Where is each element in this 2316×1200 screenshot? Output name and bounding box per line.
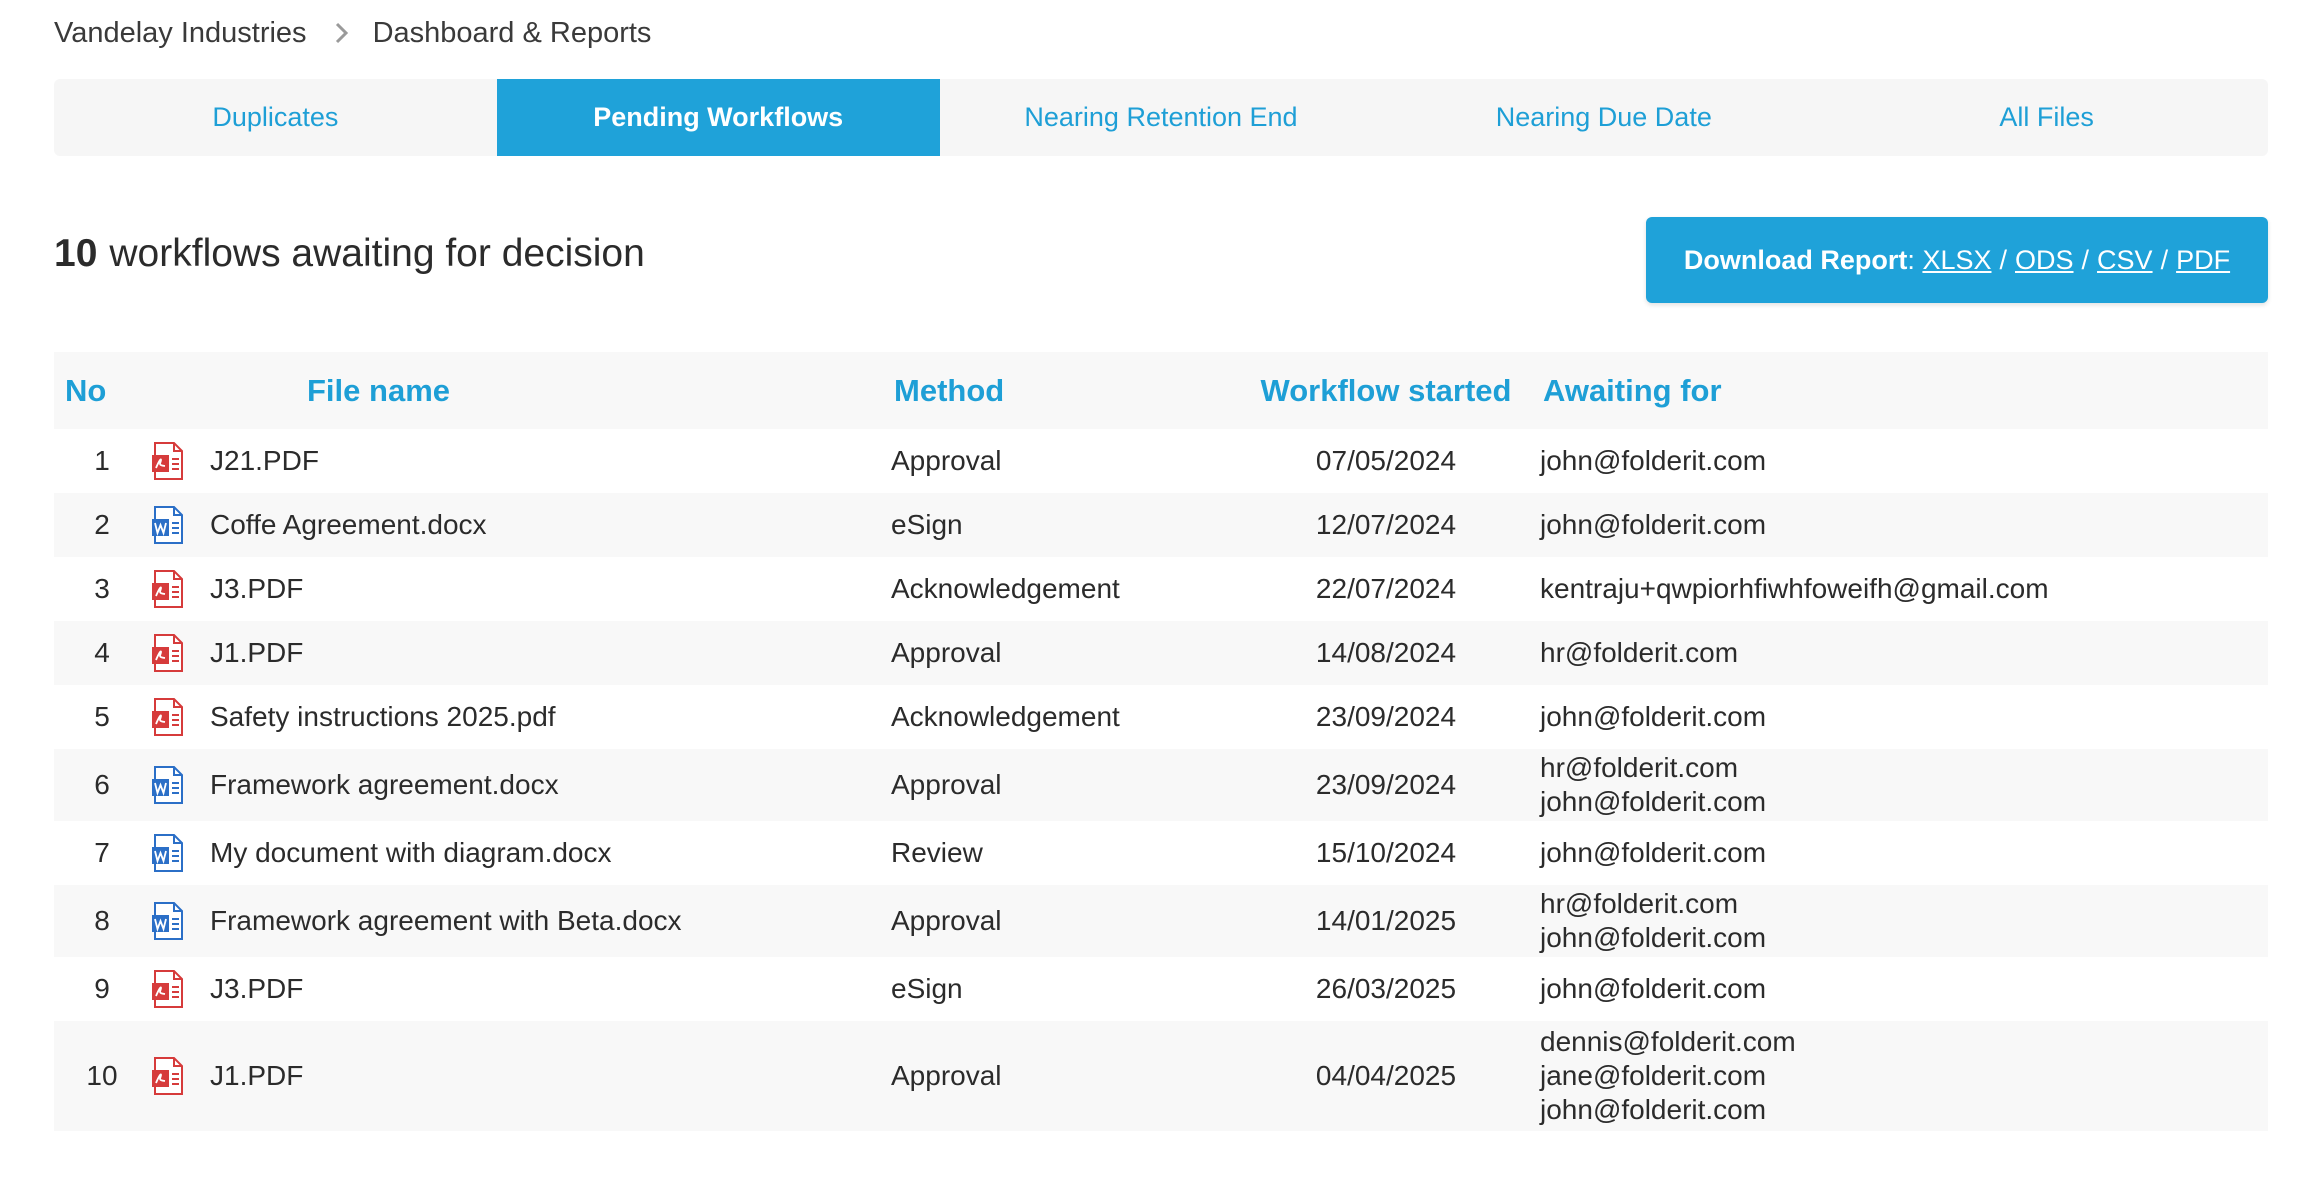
header-file-name-label: File name xyxy=(307,372,450,408)
table-body xyxy=(54,429,2268,1131)
workflow-started-date: 23/09/2024 xyxy=(1315,701,1457,732)
file-name[interactable]: Safety instructions 2025.pdf xyxy=(210,701,556,732)
download-report-panel xyxy=(1646,217,2268,303)
awaiting-for xyxy=(1536,572,2268,606)
awaiting-for xyxy=(1536,636,2268,670)
header-method[interactable]: Method xyxy=(894,372,1005,408)
row-number: 10 xyxy=(86,1060,118,1091)
workflow-started-date: 04/04/2025 xyxy=(1315,1060,1457,1091)
awaiting-for xyxy=(1536,444,2268,478)
row-number: 4 xyxy=(94,637,110,668)
file-name[interactable]: Coffe Agreement.docx xyxy=(210,509,487,540)
summary-text: workflows awaiting for decision xyxy=(109,232,645,275)
header-workflow-started[interactable]: Workflow started xyxy=(1260,372,1512,408)
table-row[interactable] xyxy=(54,1021,2268,1131)
tab-duplicates[interactable]: Duplicates xyxy=(212,102,339,132)
awaiting-email: hr@folderit.com xyxy=(1540,637,1739,668)
file-name[interactable]: J21.PDF xyxy=(210,445,319,476)
workflow-started-date: 14/08/2024 xyxy=(1315,637,1457,668)
workflow-method: Approval xyxy=(891,445,1002,476)
row-number: 8 xyxy=(94,905,110,936)
row-number: 7 xyxy=(94,837,110,868)
word-icon xyxy=(150,901,206,941)
awaiting-for xyxy=(1536,972,2268,1006)
breadcrumb xyxy=(54,10,651,56)
download-colon: : xyxy=(1907,244,1915,275)
tab-nearing-retention-end[interactable]: Nearing Retention End xyxy=(1024,102,1298,132)
tab-all-files[interactable]: All Files xyxy=(1999,102,2094,132)
awaiting-for xyxy=(1536,836,2268,870)
pdf-icon xyxy=(150,1056,206,1096)
awaiting-email: john@folderit.com xyxy=(1540,837,1767,868)
awaiting-email: john@folderit.com xyxy=(1540,701,1767,732)
word-icon xyxy=(150,833,206,873)
format-separator: / xyxy=(2160,244,2169,275)
workflow-started-date: 26/03/2025 xyxy=(1315,973,1457,1004)
table-row[interactable] xyxy=(54,621,2268,685)
row-number: 9 xyxy=(94,973,110,1004)
file-name[interactable]: My document with diagram.docx xyxy=(210,837,612,868)
download-ods-link[interactable]: ODS xyxy=(2015,244,2074,275)
awaiting-for xyxy=(1536,700,2268,734)
workflow-started-date: 07/05/2024 xyxy=(1315,445,1457,476)
download-xlsx-link[interactable]: XLSX xyxy=(1922,244,1992,275)
workflow-method: Acknowledgement xyxy=(891,573,1120,604)
workflow-started-date: 15/10/2024 xyxy=(1315,837,1457,868)
word-icon xyxy=(150,505,206,545)
word-icon xyxy=(150,765,206,805)
pdf-icon xyxy=(150,633,206,673)
table-header xyxy=(54,352,2268,429)
workflow-method: eSign xyxy=(891,509,963,540)
header-awaiting-for[interactable]: Awaiting for xyxy=(1543,372,1722,408)
awaiting-email: john@folderit.com xyxy=(1540,786,1767,817)
workflow-started-date: 23/09/2024 xyxy=(1315,769,1457,800)
workflow-method: Approval xyxy=(891,769,1002,800)
file-name[interactable]: J3.PDF xyxy=(210,573,304,604)
file-name[interactable]: J1.PDF xyxy=(210,637,304,668)
row-number: 6 xyxy=(94,769,110,800)
file-name[interactable]: J3.PDF xyxy=(210,973,304,1004)
workflow-method: Approval xyxy=(891,1060,1002,1091)
pdf-icon xyxy=(150,569,206,609)
row-number: 3 xyxy=(94,573,110,604)
awaiting-for xyxy=(1536,1025,2268,1127)
breadcrumb-page: Dashboard & Reports xyxy=(372,16,652,49)
summary-heading xyxy=(54,232,645,276)
file-name[interactable]: Framework agreement with Beta.docx xyxy=(210,905,682,936)
header-file-name[interactable] xyxy=(150,373,891,409)
workflow-method: Review xyxy=(891,837,983,868)
chevron-right-icon xyxy=(333,19,351,47)
awaiting-email: dennis@folderit.com xyxy=(1540,1026,1796,1057)
table-row[interactable] xyxy=(54,493,2268,557)
workflow-method: Approval xyxy=(891,637,1002,668)
pdf-icon xyxy=(150,969,206,1009)
awaiting-email: kentraju+qwpiorhfiwhfoweifh@gmail.com xyxy=(1540,573,2049,604)
awaiting-email: john@folderit.com xyxy=(1540,973,1767,1004)
tab-pending-workflows[interactable]: Pending Workflows xyxy=(497,79,940,156)
table-row[interactable] xyxy=(54,429,2268,493)
awaiting-for xyxy=(1536,508,2268,542)
awaiting-email: hr@folderit.com xyxy=(1540,888,1739,919)
table-row[interactable] xyxy=(54,685,2268,749)
download-report-label: Download Report xyxy=(1683,244,1908,275)
awaiting-email: jane@folderit.com xyxy=(1540,1060,1767,1091)
row-number: 1 xyxy=(94,445,110,476)
file-name[interactable]: J1.PDF xyxy=(210,1060,304,1091)
workflow-method: eSign xyxy=(891,973,963,1004)
report-tabs xyxy=(54,79,2268,156)
file-name[interactable]: Framework agreement.docx xyxy=(210,769,559,800)
download-pdf-link[interactable]: PDF xyxy=(2176,244,2231,275)
table-row[interactable] xyxy=(54,557,2268,621)
awaiting-for xyxy=(1536,751,2268,819)
awaiting-email: john@folderit.com xyxy=(1540,445,1767,476)
workflow-method: Approval xyxy=(891,905,1002,936)
awaiting-email: john@folderit.com xyxy=(1540,1094,1767,1125)
pdf-icon xyxy=(150,697,206,737)
workflows-table xyxy=(54,352,2268,1131)
download-csv-link[interactable]: CSV xyxy=(2097,244,2153,275)
format-separator: / xyxy=(1999,244,2007,275)
format-separator: / xyxy=(2081,244,2090,275)
awaiting-email: john@folderit.com xyxy=(1540,509,1767,540)
awaiting-email: john@folderit.com xyxy=(1540,922,1767,953)
tab-nearing-due-date[interactable]: Nearing Due Date xyxy=(1495,102,1712,132)
breadcrumb-company[interactable]: Vandelay Industries xyxy=(54,16,307,49)
header-no[interactable]: No xyxy=(65,372,107,408)
workflow-count: 10 xyxy=(54,232,98,275)
table-row[interactable] xyxy=(54,885,2268,957)
row-number: 2 xyxy=(94,509,110,540)
awaiting-email: hr@folderit.com xyxy=(1540,752,1739,783)
awaiting-for xyxy=(1536,887,2268,955)
table-row[interactable] xyxy=(54,821,2268,885)
workflow-started-date: 12/07/2024 xyxy=(1315,509,1457,540)
workflow-started-date: 14/01/2025 xyxy=(1315,905,1457,936)
workflow-method: Acknowledgement xyxy=(891,701,1120,732)
row-number: 5 xyxy=(94,701,110,732)
workflow-started-date: 22/07/2024 xyxy=(1315,573,1457,604)
table-row[interactable] xyxy=(54,749,2268,821)
table-row[interactable] xyxy=(54,957,2268,1021)
pdf-icon xyxy=(150,441,206,481)
